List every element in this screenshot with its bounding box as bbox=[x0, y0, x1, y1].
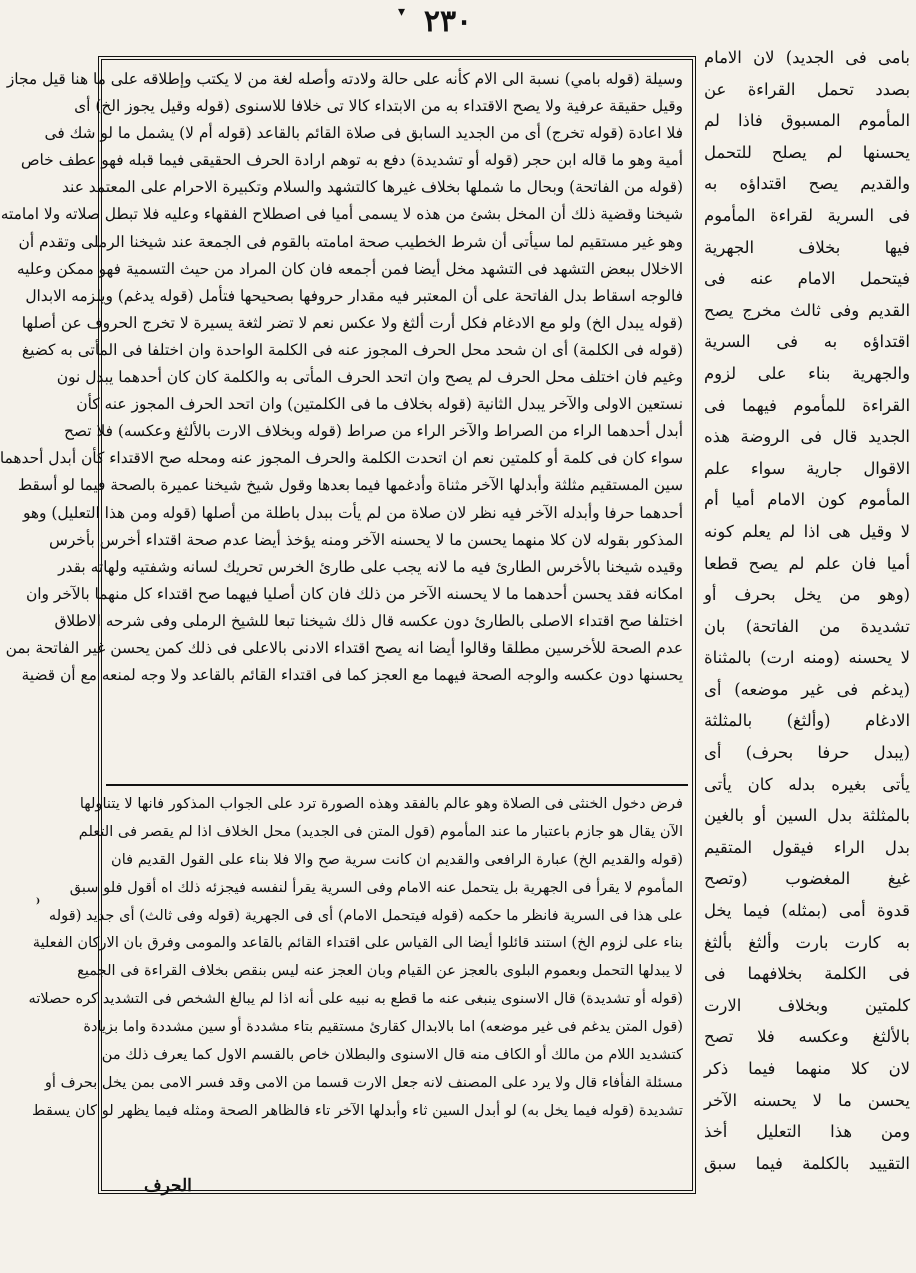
commentary-line: المذكور بقوله لان كلا منهما يحسن ما لا يحسنه الآخر ومنه يؤخذ أيضا عدم صحة اقتداء أخرس بأخرس bbox=[49, 530, 683, 549]
margin-line: كلمتين وبخلاف الارت bbox=[704, 995, 910, 1015]
margin-line: الادغام (وألثغ) بالمثلثة bbox=[704, 711, 910, 731]
lower-commentary-line: كتشديد اللام من مالك أو الكاف منه قال الاسنوى والبطلان خاص بالقسم الاول كما يعرف ذلك من bbox=[101, 1046, 683, 1064]
margin-line: (وهو من يخل بحرف أو bbox=[704, 585, 910, 605]
binding-mark: ⁽ bbox=[36, 896, 41, 912]
margin-line: فى السرية لقراءة المأموم bbox=[704, 205, 910, 225]
lower-commentary-line: (قوله أو تشديدة) قال الاسنوى ينبغى عنه ما قطع به نبيه على أنه اذا لم يبالغ الشخص فى التشديد كره حصلاته bbox=[28, 990, 683, 1008]
commentary-lower-text bbox=[28, 790, 692, 1190]
lower-commentary-line: مسئلة الفأفاء قال ولا يرد على المصنف لانه جعل الارت قسما من الامى وقد فسر الامى بمن يخل بحرف أو bbox=[44, 1073, 683, 1091]
commentary-line: وقيل حقيقة عرفية ولا يصح الاقتداء به من الابتداء كالا تى خلافا للاسنوى (قوله وقيل يجوز الخ) أى bbox=[74, 97, 683, 116]
margin-line: لا يحسنه (ومنه ارت) بالمثناة bbox=[704, 648, 910, 668]
commentary-line: سواء كان فى كلمة أو كلمتين نعم ان اتحدت الكلمة والحرف المجوز عنه ومحله صح الاقتداء كأن أبدل أحدهما bbox=[0, 449, 683, 468]
margin-line: بالألثغ وعكسه فلا تصح bbox=[704, 1027, 910, 1047]
margin-line: يحسن ما لا يحسنه الآخر bbox=[704, 1090, 910, 1110]
commentary-line: أحدهما حرفا وأبدله الآخر فيه نظر لان صلاة من لم يأت ببدل باطلة من أصلها (قوله ومن هذا التعليل) وهو bbox=[22, 503, 683, 522]
margin-line: به كارت بارت وألثغ بألثغ bbox=[704, 932, 910, 952]
margin-line: يأتى بغيره بدله كان يأتى bbox=[704, 774, 910, 794]
margin-line: فيتحمل الامام عنه فى bbox=[704, 269, 910, 289]
margin-line: تشديدة من الفاتحة) بان bbox=[704, 616, 910, 636]
commentary-frame bbox=[0, 56, 696, 1194]
lower-commentary-line: لا يبدلها التحمل وبعموم البلوى بالعجز عن القيام وبان العجز عنه ليس بنقص بخلاف القراءة فى الجميع bbox=[77, 962, 683, 980]
margin-line: غيغ المغضوب (وتصح bbox=[704, 869, 910, 889]
commentary-line: (قوله من الفاتحة) وبحال ما شملها بخلاف غيرها كالتشهد والسلام وتكبيرة الاحرام على المعتمد عند bbox=[61, 178, 683, 197]
commentary-line: (قوله فى الكلمة) أى ان شحد محل الحرف المجوز عنه فى الكلمة الواحدة وان اختلفا فى المأتى به كضيغ bbox=[21, 340, 683, 359]
commentary-line: اختلفا صح اقتداء الاصلى بالطارئ دون عكسه قال ذلك شيخنا تبعا للشيخ الرملى وفى شرحه الاطلاق bbox=[54, 611, 683, 630]
margin-line: المأموم المسبوق فاذا لم bbox=[704, 111, 910, 131]
lower-commentary-line: (قول المتن يدغم فى غير موضعه) اما بالابدال كقارئ مستقيم بتاء مشددة أو سين مشددة واما بزيادة bbox=[83, 1018, 683, 1036]
commentary-line: وقيده شيخنا بالأخرس الطارئ فيه ما لانه يجب على طارئ الخرس تحريك لسانه وشفتيه ولهاته بقدر bbox=[58, 557, 683, 576]
commentary-line: (قوله يبدل الخ) ولو مع الادغام فكل أرت ألثغ ولا عكس نعم لا تضر لثغة يسيرة لا تخرج الحروف عن أصلها bbox=[21, 313, 683, 332]
margin-line: اقتداؤه به فى السرية bbox=[704, 332, 910, 352]
commentary-line: عدم الصحة للأخرسين مطلقا وقالوا أيضا انه يصح اقتداء الادنى بالاعلى فى ذلك كمن يحسن غير الفاتحة بمن bbox=[5, 638, 683, 657]
page-mark: ▾ bbox=[398, 4, 406, 20]
margin-line: ومن هذا التعليل أخذ bbox=[704, 1122, 910, 1142]
commentary-line: يحسنها دون عكسه والوجه الصحة فيهما مع العجز كما فى اقتداء القائم بالقاعد ولا وجه لمنعه مع أن قضية bbox=[21, 666, 683, 685]
commentary-line: أمية وهو ما قاله ابن حجر (قوله أو تشديدة) دفع به توهم ارادة الحرف الحقيقى فيما قبله فهو عطف خاص bbox=[20, 151, 683, 170]
commentary-line: نستعين الاولى والآخر يبدل الثانية (قوله بخلاف ما فى الكلمتين) وان اتحد الحرف المجوز عنه كأن bbox=[76, 395, 683, 414]
margin-line: الجديد قال فى الروضة هذه bbox=[704, 427, 910, 447]
margin-line: والجهرية بناء على لزوم bbox=[704, 363, 910, 383]
margin-line: فيها بخلاف الجهرية bbox=[704, 237, 910, 257]
commentary-line: امكانه فقد يحسن أحدهما ما لا يحسنه الآخر من ذلك فان كان أصليا فيهما صح اقتداء كل منهما بالآخر وان bbox=[25, 584, 683, 603]
margin-line: (يبدل حرفا بحرف) أى bbox=[704, 743, 910, 763]
margin-line: والقديم يصح اقتداؤه به bbox=[704, 174, 910, 194]
commentary-line: وغيم فان اختلف محل الحرف لم يصح وان اتحد الحرف المأتى به والكلمة كان كان أحدهما يبدل نون bbox=[56, 368, 683, 387]
commentary-line: أبدل أحدهما الراء من الصراط والآخر الراء من صراط (قوله وبخلاف الارت بالألثغ وعكسه) فلا تصح bbox=[63, 422, 683, 441]
margin-line: الاقوال جارية سواء علم bbox=[704, 458, 910, 478]
page-number: ٢٣٠ bbox=[423, 4, 473, 39]
margin-line: المأموم كون الامام أميا أم bbox=[704, 490, 910, 510]
margin-line: بصدد تحمل القراءة عن bbox=[704, 79, 910, 99]
lower-commentary-line: على هذا فى السرية فانظر ما حكمه (قوله فيتحمل الامام) أى فى الجهرية (قوله وفى ثالث) أى جديد (قوله bbox=[48, 906, 683, 924]
margin-line: التقييد بالكلمة فيما سبق bbox=[704, 1153, 910, 1173]
commentary-line: الاخلال ببعض التشهد فى التشهد مخل أيضا فمن أجمعه فان كان المراد من حيث التسمية فهو ممكن وعليه bbox=[16, 259, 683, 278]
lower-commentary-line: تشديدة (قوله فيما يخل به) لو أبدل السين ثاء وأبدلها الآخر تاء فالظاهر الصحة ومثله فيما يظهر لو كان يسقط bbox=[32, 1101, 683, 1119]
margin-line: لا وقيل هى اذا لم يعلم كونه bbox=[704, 521, 910, 541]
commentary-line: شيخنا وقضية ذلك أن المخل بشئ من هذه لا يسمى أميا فى اصطلاح الفقهاء وعليه فلا تبطل صلاته ولا امامته bbox=[0, 205, 683, 224]
margin-line: بدل الراء فيقول المتقيم bbox=[704, 837, 910, 857]
margin-line: بالمثلثة بدل السين أو بالغين bbox=[704, 806, 910, 826]
margin-line: بامى فى الجديد) لان الامام bbox=[704, 48, 910, 67]
lower-commentary-line: بناء على لزوم الخ) استند قائلوا أيضا الى القياس على اقتداء القائم بالقاعد والمومى وفرق بان الاركان الفعلية bbox=[32, 934, 683, 952]
margin-line: قدوة أمى (بمثله) فيما يخل bbox=[704, 901, 910, 921]
margin-text-column bbox=[704, 42, 910, 1182]
lower-commentary-line: (قوله والقديم الخ) عبارة الرافعى والقديم ان كانت سرية صح والا فلا بناء على القول القديم فان bbox=[111, 850, 683, 868]
commentary-line: فلا اعادة (قوله تخرج) أى من الجديد السابق فى صلاة القائم بالقاعد (قوله أم لا) يشمل ما لو شك فى bbox=[44, 124, 683, 143]
margin-line: لان كلا منهما فيما ذكر bbox=[704, 1059, 910, 1078]
lower-commentary-line: فرض دخول الخنثى فى الصلاة وهو عالم بالفقد وهذه الصورة ترد على الجواب المذكور فانها لا يتناولها bbox=[79, 795, 683, 812]
margin-line: يحسنها لم يصلح للتحمل bbox=[704, 142, 910, 162]
catchword: الحرف bbox=[144, 1176, 192, 1196]
commentary-line: سين المستقيم مثلثة وأبدلها الآخر مثناة وأدغمها فيما بعدها وقول شيخ شيخنا عميرة بالصحة فيما لو أسقط bbox=[17, 476, 683, 495]
commentary-main-text bbox=[0, 60, 692, 782]
lower-commentary-line: الآن يقال هو جازم باعتبار ما عند المأموم (قول المتن فى الجديد) محل الخلاف اذا لم يقصر فى التعلم bbox=[78, 822, 683, 840]
commentary-line: وسيلة (قوله بامي) نسبة الى الام كأنه على حالة ولادته وأصله لغة من لا يكتب وإطلاقه على ما هنا قيل مجاز bbox=[6, 70, 683, 88]
margin-line: فى الكلمة بخلافهما فى bbox=[704, 964, 910, 984]
margin-line: القراءة للمأموم فيهما فى bbox=[704, 395, 910, 415]
commentary-divider bbox=[106, 784, 688, 786]
margin-line: أميا فان علم لم يصح قطعا bbox=[704, 553, 910, 573]
margin-line: (يدغم فى غير موضعه) أى bbox=[704, 679, 910, 699]
margin-line: القديم وفى ثالث مخرج يصح bbox=[704, 300, 910, 320]
lower-commentary-line: المأموم لا يقرأ فى الجهرية بل يتحمل عنه الامام وفى السرية يقرأ لنفسه فيجزئه ذلك اه أقول فلو سبق bbox=[69, 878, 683, 896]
commentary-line: فالوجه اسقاط بدل الفاتحة على أن المعتبر فيه مقدار حروفها بصحيحها فتأمل (قوله يدغم) ويلزمه الابدال bbox=[25, 286, 683, 305]
commentary-line: وهو غير مستقيم لما سيأتى أن شرط الخطيب صحة امامته بالقوم فى الجمعة عند شيخنا الرملى وتقدم أن bbox=[18, 232, 683, 251]
